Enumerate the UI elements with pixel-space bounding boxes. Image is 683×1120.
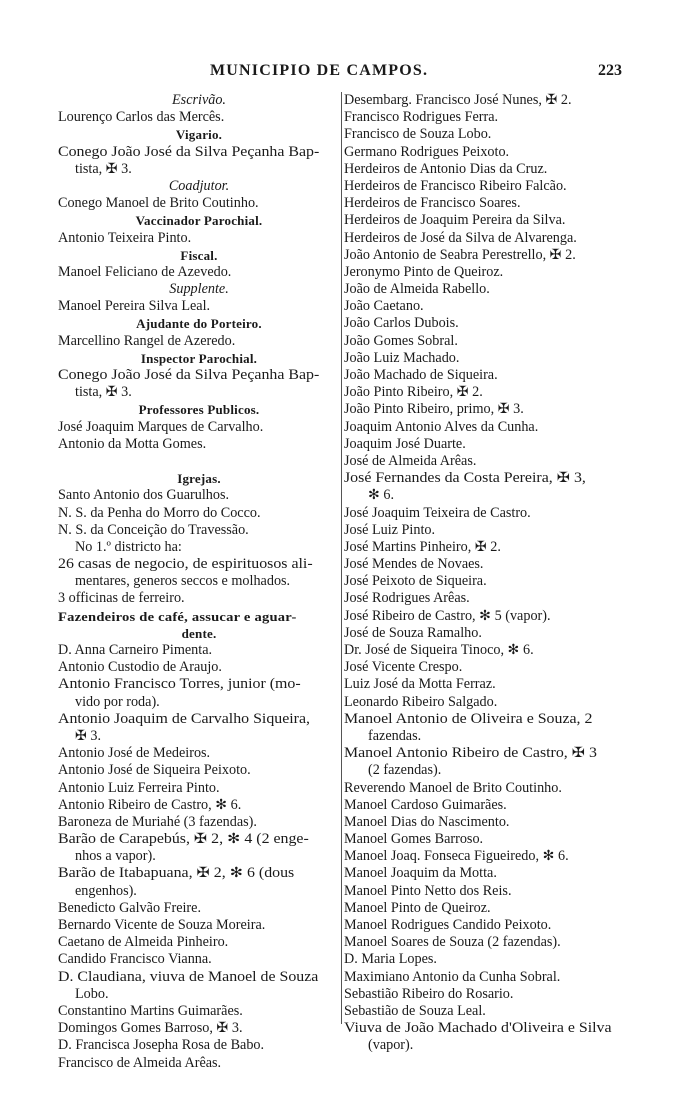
line-text: ✻ 6. — [368, 487, 395, 504]
entry-line — [344, 797, 632, 814]
entry-line — [344, 676, 632, 693]
entry-line — [344, 92, 632, 109]
entry-line — [58, 333, 340, 350]
section-heading — [58, 470, 340, 487]
entry-line — [58, 109, 340, 126]
section-heading — [58, 178, 340, 195]
line-text: José Rodrigues Arêas. — [344, 590, 470, 607]
entry-line — [58, 951, 340, 968]
running-header — [0, 62, 683, 84]
entry-line — [344, 1020, 632, 1037]
entry-line — [58, 144, 340, 161]
entry-line — [344, 212, 632, 229]
line-text: José Vicente Crespo. — [344, 659, 463, 676]
entry-line — [344, 126, 632, 143]
column-divider — [341, 92, 342, 1024]
line-text: Manoel Feliciano de Azevedo. — [58, 263, 232, 280]
line-text: Manoel Rodrigues Candido Peixoto. — [344, 917, 552, 933]
line-text: fazendas. — [368, 727, 422, 744]
line-text: 3 officinas de ferreiro. — [58, 590, 185, 607]
line-text: D. Claudiana, viuva de Manoel de Souza — [58, 968, 319, 985]
entry-line — [58, 367, 340, 384]
line-text: Herdeiros de Joaquim Pereira da Silva. — [344, 212, 566, 229]
line-text: tista, ✠ 3. — [75, 160, 132, 177]
entry-line — [58, 969, 340, 986]
entry-line — [58, 487, 340, 504]
line-text: Joaquim Antonio Alves da Cunha. — [344, 418, 539, 435]
line-text: Manoel Joaquim da Motta. — [344, 865, 497, 882]
entry-line — [58, 556, 340, 573]
entry-line — [344, 247, 632, 264]
entry-line — [58, 1020, 340, 1037]
line-text: No 1.º districto ha: — [75, 538, 182, 555]
entry-continuation — [58, 573, 340, 590]
entry-line — [344, 539, 632, 556]
entry-line — [344, 470, 632, 487]
section-heading — [58, 350, 340, 367]
line-text: Bernardo Vicente de Souza Moreira. — [58, 917, 266, 933]
line-text: João Caetano. — [344, 298, 424, 315]
section-heading — [58, 608, 340, 625]
entry-line — [344, 178, 632, 195]
line-text: Conego João José da Silva Peçanha Bap- — [58, 143, 320, 160]
entry-line — [344, 659, 632, 676]
entry-line — [58, 745, 340, 762]
line-text: Dr. José de Siqueira Tinoco, ✻ 6. — [344, 642, 534, 658]
line-text: Luiz José da Motta Ferraz. — [344, 676, 496, 693]
line-text: Herdeiros de José da Silva de Alvarenga. — [344, 229, 577, 246]
line-text: Manoel Pereira Silva Leal. — [58, 298, 211, 315]
line-text: Viuva de João Machado d'Oliveira e Silva — [344, 1020, 612, 1037]
line-text: Herdeiros de Antonio Dias da Cruz. — [344, 160, 548, 177]
line-text: Manoel Gomes Barroso. — [344, 831, 484, 848]
entry-line — [58, 1003, 340, 1020]
section-heading — [58, 315, 340, 332]
line-text: Jeronymo Pinto de Queiroz. — [344, 263, 504, 280]
entry-continuation — [344, 762, 632, 779]
entry-line — [344, 453, 632, 470]
entry-line — [344, 951, 632, 968]
line-text: Manoel Pinto Netto dos Reis. — [344, 882, 512, 899]
entry-line — [344, 522, 632, 539]
line-text: Barão de Itabapuana, ✠ 2, ✻ 6 (dous — [58, 865, 295, 882]
line-text: Conego João José da Silva Peçanha Bap- — [58, 367, 320, 383]
line-text: Barão de Carapebús, ✠ 2, ✻ 4 (2 enge- — [58, 831, 309, 848]
line-text: Benedicto Galvão Freire. — [58, 899, 202, 916]
line-text: Francisco Rodrigues Ferra. — [344, 109, 499, 126]
line-text: engenhos). — [75, 882, 137, 899]
entry-continuation — [344, 487, 632, 504]
line-text: Antonio José de Siqueira Peixoto. — [58, 762, 251, 779]
line-text: Manoel Pinto de Queiroz. — [344, 899, 491, 916]
line-text: Maximiano Antonio da Cunha Sobral. — [344, 968, 561, 985]
line-text: Lourenço Carlos das Mercês. — [58, 109, 225, 126]
entry-line — [344, 814, 632, 831]
line-text: Reverendo Manoel de Brito Coutinho. — [344, 779, 562, 796]
entry-line — [344, 144, 632, 161]
entry-continuation — [58, 161, 340, 178]
entry-line — [344, 401, 632, 418]
line-text: Inspector Parochial. — [140, 350, 258, 366]
entry-line — [344, 986, 632, 1003]
entry-line — [58, 436, 340, 453]
entry-line — [344, 780, 632, 797]
line-text: Candido Francisco Vianna. — [58, 951, 212, 968]
entry-line — [58, 900, 340, 917]
line-text: Escrivão. — [172, 92, 226, 108]
line-text: Antonio Teixeira Pinto. — [58, 229, 192, 246]
line-text: João Antonio de Seabra Perestrello, ✠ 2. — [344, 246, 576, 263]
entry-line — [344, 865, 632, 882]
line-text: José Joaquim Teixeira de Castro. — [344, 504, 531, 521]
entry-continuation — [58, 539, 340, 556]
line-text: Antonio Luiz Ferreira Pinto. — [58, 779, 220, 796]
line-text: Manoel Soares de Souza (2 fazendas). — [344, 934, 561, 951]
entry-line — [58, 195, 340, 212]
page-title: MUNICIPIO DE CAMPOS. — [210, 62, 429, 79]
entry-line — [58, 831, 340, 848]
entry-line — [344, 264, 632, 281]
entry-continuation — [58, 694, 340, 711]
entry-line — [344, 900, 632, 917]
line-text: Fazendeiros de café, assucar e aguar- — [58, 608, 297, 624]
entry-line — [344, 608, 632, 625]
line-text: Francisco de Almeida Arêas. — [58, 1054, 222, 1071]
line-text: João Carlos Dubois. — [344, 315, 459, 332]
line-text: João Pinto Ribeiro, ✠ 2. — [344, 384, 483, 401]
entry-continuation — [58, 883, 340, 900]
line-text: D. Maria Lopes. — [344, 951, 437, 968]
line-text: Sebastião Ribeiro do Rosario. — [344, 985, 514, 1002]
entry-line — [344, 333, 632, 350]
entry-line — [344, 298, 632, 315]
entry-line — [58, 659, 340, 676]
line-text: Manoel Dias do Nascimento. — [344, 813, 510, 830]
line-text: Fiscal. — [180, 247, 218, 263]
line-text: Baroneza de Muriahé (3 fazendas). — [58, 813, 257, 830]
line-text: tista, ✠ 3. — [75, 384, 132, 401]
entry-continuation — [58, 728, 340, 745]
line-text: Caetano de Almeida Pinheiro. — [58, 934, 229, 951]
entry-line — [58, 865, 340, 882]
entry-line — [344, 109, 632, 126]
page-number: 223 — [598, 62, 622, 79]
line-text: Marcellino Rangel de Azeredo. — [58, 332, 236, 349]
entry-line — [58, 264, 340, 281]
line-text: João Luiz Machado. — [344, 349, 460, 366]
line-text: Antonio Ribeiro de Castro, ✻ 6. — [58, 796, 242, 813]
line-text: José Luiz Pinto. — [344, 521, 436, 538]
line-text: Supplente. — [169, 281, 229, 298]
entry-line — [58, 934, 340, 951]
line-text: 26 casas de negocio, de espirituosos ali- — [58, 556, 313, 573]
entry-line — [58, 1037, 340, 1054]
line-text: nhos a vapor). — [75, 848, 156, 865]
entry-line — [344, 883, 632, 900]
section-heading — [58, 401, 340, 418]
section-heading — [58, 281, 340, 298]
line-text: Francisco de Souza Lobo. — [344, 126, 492, 143]
right-column — [344, 92, 632, 1055]
entry-line — [58, 762, 340, 779]
entry-line — [344, 505, 632, 522]
line-text: Leonardo Ribeiro Salgado. — [344, 693, 498, 710]
entry-line — [344, 745, 632, 762]
line-text: Santo Antonio dos Guarulhos. — [58, 487, 230, 504]
entry-line — [58, 1055, 340, 1072]
entry-continuation — [58, 848, 340, 865]
entry-continuation — [344, 1037, 632, 1054]
section-heading — [58, 212, 340, 229]
line-text: Coadjutor. — [168, 177, 230, 194]
section-heading — [58, 92, 340, 109]
line-text: Constantino Martins Guimarães. — [58, 1002, 243, 1019]
entry-line — [344, 917, 632, 934]
entry-line — [344, 694, 632, 711]
line-text: N. S. da Conceição do Travessão. — [58, 521, 249, 538]
line-text: N. S. da Penha do Morro do Cocco. — [58, 504, 261, 521]
line-text: José Fernandes da Costa Pereira, ✠ 3, — [344, 470, 586, 487]
line-text: José de Almeida Arêas. — [344, 452, 477, 469]
line-text: Antonio Custodio de Araujo. — [58, 659, 222, 676]
entry-line — [344, 436, 632, 453]
entry-line — [344, 848, 632, 865]
line-text: Antonio Francisco Torres, junior (mo- — [58, 676, 301, 693]
entry-line — [58, 590, 340, 607]
line-text: dente. — [181, 625, 217, 641]
line-text: Igrejas. — [177, 471, 221, 487]
entry-line — [58, 419, 340, 436]
section-heading — [58, 625, 340, 642]
line-text: Herdeiros de Francisco Ribeiro Falcão. — [344, 177, 567, 194]
entry-line — [344, 1003, 632, 1020]
entry-line — [58, 230, 340, 247]
line-text: José Martins Pinheiro, ✠ 2. — [344, 538, 501, 555]
line-text: D. Francisca Josepha Rosa de Babo. — [58, 1037, 265, 1054]
line-text: (2 fazendas). — [368, 762, 442, 779]
line-text: Joaquim José Duarte. — [344, 435, 466, 452]
line-text: Manoel Antonio de Oliveira e Souza, 2 — [344, 710, 593, 727]
entry-line — [344, 590, 632, 607]
line-text: Professores Publicos. — [138, 402, 260, 418]
entry-line — [344, 315, 632, 332]
line-text: José Mendes de Novaes. — [344, 556, 484, 573]
line-text: mentares, generos seccos e molhados. — [75, 573, 291, 590]
line-text: ✠ 3. — [75, 727, 102, 744]
line-text: Germano Rodrigues Peixoto. — [344, 143, 510, 160]
line-text: D. Anna Carneiro Pimenta. — [58, 642, 213, 658]
line-text: João Gomes Sobral. — [344, 332, 458, 349]
line-text: Conego Manoel de Brito Coutinho. — [58, 195, 259, 212]
line-text: (vapor). — [368, 1037, 414, 1054]
line-text: José de Souza Ramalho. — [344, 624, 482, 641]
line-text: José Ribeiro de Castro, ✻ 5 (vapor). — [344, 607, 551, 624]
line-text: Vigario. — [175, 127, 223, 143]
line-text: Sebastião de Souza Leal. — [344, 1002, 486, 1019]
line-text: Herdeiros de Francisco Soares. — [344, 195, 521, 212]
line-text: Manoel Antonio Ribeiro de Castro, ✠ 3 — [344, 745, 597, 762]
entry-line — [344, 367, 632, 384]
line-text: Antonio José de Medeiros. — [58, 745, 211, 762]
entry-line — [58, 711, 340, 728]
entry-line — [344, 625, 632, 642]
entry-line — [58, 917, 340, 934]
entry-line — [344, 573, 632, 590]
entry-line — [344, 419, 632, 436]
entry-line — [344, 281, 632, 298]
entry-line — [58, 797, 340, 814]
line-text: Vaccinador Parochial. — [135, 213, 263, 229]
entry-line — [344, 195, 632, 212]
line-text: João Machado de Siqueira. — [344, 367, 498, 383]
line-text: Antonio da Motta Gomes. — [58, 435, 207, 452]
entry-line — [344, 831, 632, 848]
entry-continuation — [58, 986, 340, 1003]
entry-line — [344, 934, 632, 951]
left-column — [58, 92, 340, 1072]
line-text: Manoel Cardoso Guimarães. — [344, 796, 507, 813]
line-text: Lobo. — [75, 985, 109, 1002]
entry-line — [344, 384, 632, 401]
entry-line — [344, 969, 632, 986]
line-text: Ajudante do Porteiro. — [136, 316, 262, 332]
entry-line — [58, 780, 340, 797]
entry-line — [58, 298, 340, 315]
section-heading — [58, 247, 340, 264]
entry-continuation — [58, 384, 340, 401]
section-heading — [58, 126, 340, 143]
line-text: Desembarg. Francisco José Nunes, ✠ 2. — [344, 92, 572, 108]
entry-line — [58, 505, 340, 522]
line-text: Manoel Joaq. Fonseca Figueiredo, ✻ 6. — [344, 848, 569, 865]
entry-line — [344, 642, 632, 659]
entry-line — [58, 642, 340, 659]
entry-line — [344, 350, 632, 367]
blank-line — [58, 453, 340, 470]
line-text: João de Almeida Rabello. — [344, 281, 490, 298]
entry-line — [344, 161, 632, 178]
line-text: José Joaquim Marques de Carvalho. — [58, 418, 264, 435]
entry-line — [58, 676, 340, 693]
line-text: Domingos Gomes Barroso, ✠ 3. — [58, 1020, 243, 1037]
line-text: José Peixoto de Siqueira. — [344, 573, 487, 590]
entry-continuation — [344, 728, 632, 745]
line-text: Antonio Joaquim de Carvalho Siqueira, — [58, 710, 310, 727]
line-text: vido por roda). — [75, 693, 160, 710]
entry-line — [58, 814, 340, 831]
entry-line — [58, 522, 340, 539]
entry-line — [344, 556, 632, 573]
line-text: João Pinto Ribeiro, primo, ✠ 3. — [344, 401, 524, 418]
entry-line — [344, 230, 632, 247]
entry-line — [344, 711, 632, 728]
